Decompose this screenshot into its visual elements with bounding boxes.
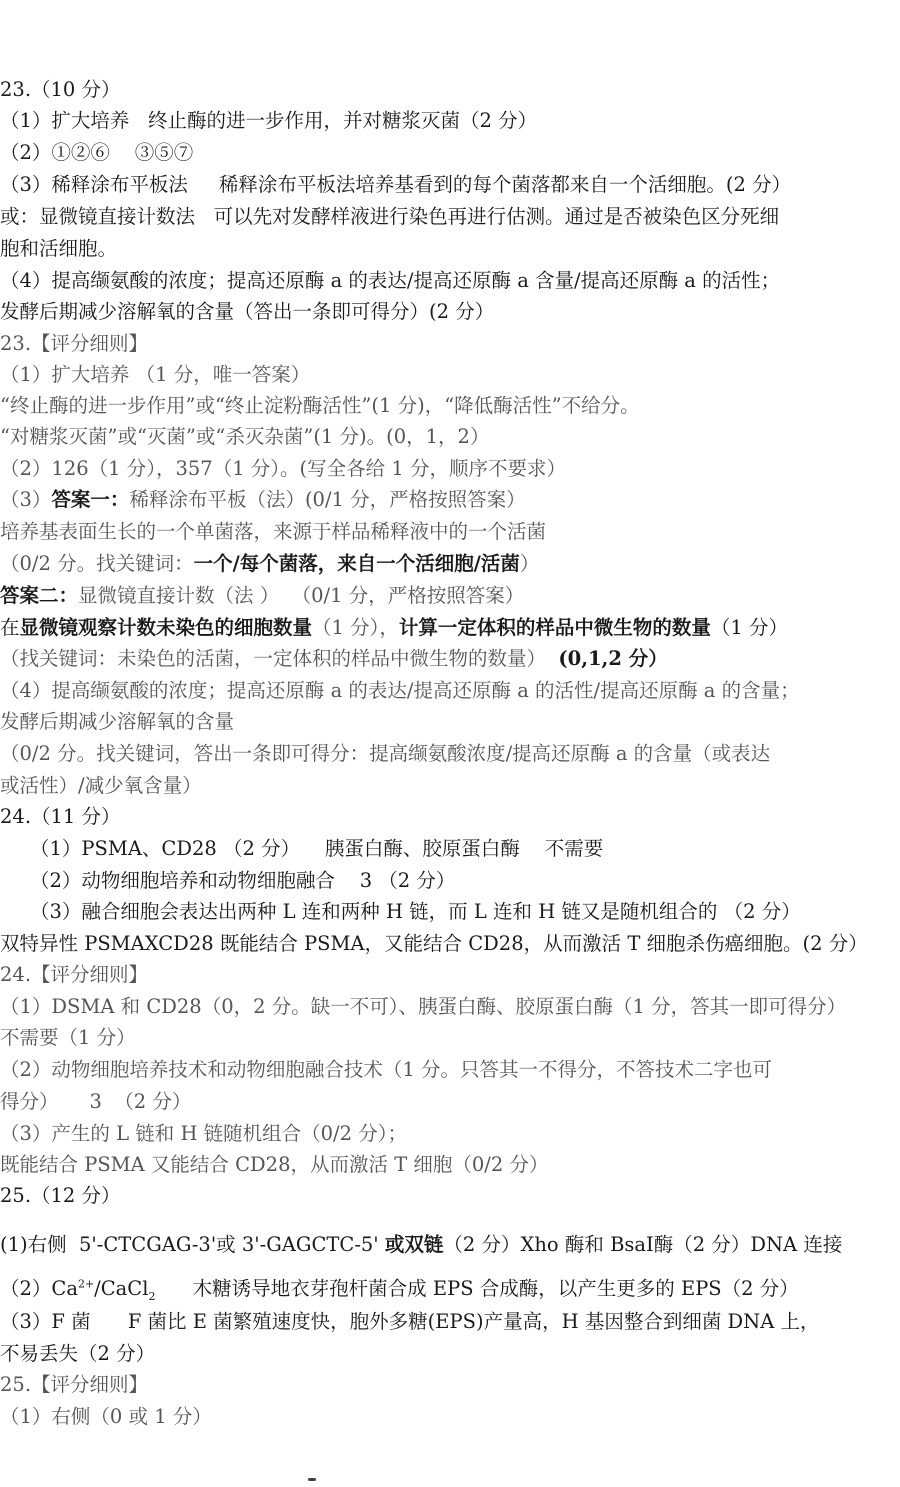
q25-part1-a: (1)右侧 5'-CTCGAG-3'或 3'-GAGCTC-5' — [0, 1233, 385, 1256]
q23-scoring-4d: 或活性）/减少氧含量） — [0, 774, 202, 797]
scoring-3e-b: 显微镜观察计数未染色的细胞数量 — [19, 616, 313, 639]
q23-scoring-3b: 培养基表面生长的一个单菌落，来源于样品稀释液中的一个活菌 — [0, 520, 547, 543]
answer-two-label: 答案二： — [0, 584, 79, 607]
q24-scoring-2: （2）动物细胞培养技术和动物细胞融合技术（1 分。只答其一不得分，不答技术二字也可 — [0, 1058, 773, 1081]
scoring-3e-d: 计算一定体积的样品中微生物的数量 — [398, 616, 711, 639]
scoring-3f-b: (0,1,2 分） — [558, 647, 668, 670]
q23-part1-answer: （1）扩大培养 终止酶的进一步作用，并对糖浆灭菌（2 分） — [0, 109, 538, 132]
q24-scoring-1: （1）DSMA 和 CD28（0，2 分。缺一不可）、胰蛋白酶、胶原蛋白酶（1 分，答其一即可得分） — [0, 995, 847, 1018]
answer-one-label: 答案一： — [51, 488, 130, 511]
q25-part2-sub: 2 — [148, 1289, 156, 1303]
keyword-suffix: ） — [519, 552, 540, 575]
q23-scoring-4c: （0/2 分。找关键词，答出一条即可得分：提高缬氨酸浓度/提高还原酶 a 的含量（或表达 — [0, 742, 771, 765]
q23-part3-answer: （3）稀释涂布平板法 稀释涂布平板法培养基看到的每个菌落都来自一个活细胞。(2 分） — [0, 173, 792, 196]
scoring-3e-a: 在 — [0, 616, 20, 639]
scoring-3e-e: （1 分） — [710, 616, 789, 639]
q23-scoring-3e — [0, 615, 900, 641]
q23-part4-answer-cont: 发酵后期减少溶解氧的含量（答出一条即可得分）(2 分） — [0, 300, 495, 323]
scoring-3e-c: （1 分）， — [312, 616, 399, 639]
q25-part1-answer — [0, 1232, 900, 1258]
q23-scoring-3c — [0, 551, 900, 577]
q24-title: 24.（11 分） — [0, 805, 121, 828]
q25-scoring-title: 25.【评分细则】 — [0, 1373, 149, 1396]
q24-scoring-3: （3）产生的 L 链和 H 链随机组合（0/2 分）； — [0, 1122, 407, 1145]
page-mark — [308, 1478, 316, 1481]
q23-scoring-3f — [0, 646, 900, 672]
q25-title: 25.（12 分） — [0, 1184, 121, 1207]
q25-part1-c: （2 分）Xho 酶和 BsaⅠ酶（2 分）DNA 连接 — [443, 1233, 843, 1256]
q23-scoring-4b: 发酵后期减少溶解氧的含量 — [0, 710, 235, 733]
scoring-3f-a: （找关键词：未染色的活菌，一定体积的样品中微生物的数量） — [0, 647, 559, 670]
q25-part1-bold: 或双链 — [384, 1233, 444, 1256]
keyword-bold: 一个/每个菌落，来自一个活细胞/活菌 — [193, 552, 520, 575]
q23-scoring-2: （2）126（1 分），357（1 分）。(写全各给 1 分，顺序不要求） — [0, 457, 566, 480]
q23-part3-alt-answer: 或：显微镜直接计数法 可以先对发酵样液进行染色再进行估测。通过是否被染色区分死细 — [0, 205, 780, 228]
q23-title: 23.（10 分） — [0, 78, 121, 101]
q25-part2-c: 木糖诱导地衣芽孢杆菌合成 EPS 合成酶，以产生更多的 EPS（2 分） — [155, 1277, 799, 1300]
q24-scoring-1b: 不需要（1 分） — [0, 1026, 136, 1049]
q23-part3-alt-answer-cont: 胞和活细胞。 — [0, 237, 118, 260]
q23-scoring-1c: “对糖浆灭菌”或“灭菌”或“杀灭杂菌”(1 分)。(0，1，2） — [0, 425, 490, 448]
q24-scoring-3b: 既能结合 PSMA 又能结合 CD28，从而激活 T 细胞（0/2 分） — [0, 1153, 549, 1176]
q23-scoring-3d — [0, 583, 900, 609]
q25-part2-answer — [0, 1276, 900, 1302]
q24-part1-answer: （1）PSMA、CD28 （2 分） 胰蛋白酶、胶原蛋白酶 不需要 — [30, 837, 604, 860]
answer-two-text: 显微镜直接计数（法 ） （0/1 分，严格按照答案） — [78, 584, 525, 607]
q23-scoring-4: （4）提高缬氨酸的浓度；提高还原酶 a 的表达/提高还原酶 a 的活性/提高还原酶 a 的含量； — [0, 679, 800, 702]
q24-scoring-title: 24.【评分细则】 — [0, 963, 149, 986]
q25-part2-a: （2）Ca — [0, 1277, 78, 1300]
q23-scoring-3 — [0, 487, 900, 513]
answer-one-text: 稀释涂布平板（法）(0/1 分，严格按照答案） — [129, 488, 526, 511]
q25-part2-sup: 2+ — [77, 1277, 95, 1291]
q23-scoring-1: （1）扩大培养 （1 分，唯一答案） — [0, 363, 311, 386]
scoring-3-prefix: （3） — [0, 488, 52, 511]
q23-part4-answer: （4）提高缬氨酸的浓度；提高还原酶 a 的表达/提高还原酶 a 含量/提高还原酶 a 的活性； — [0, 269, 781, 292]
q23-part2-answer: （2）①②⑥ ③⑤⑦ — [0, 141, 194, 164]
q25-scoring-1: （1）右侧（0 或 1 分） — [0, 1405, 212, 1428]
q23-scoring-title: 23.【评分细则】 — [0, 332, 149, 355]
q25-part3-answer: （3）F 菌 F 菌比 E 菌繁殖速度快，胞外多糖(EPS)产量高，H 基因整合到细菌 DNA 上， — [0, 1310, 820, 1333]
q25-part2-b: /CaCl — [94, 1277, 149, 1300]
keyword-prefix: （0/2 分。找关键词： — [0, 552, 194, 575]
q25-part3-answer-cont: 不易丢失（2 分） — [0, 1342, 156, 1365]
q24-scoring-2b: 得分） 3 （2 分） — [0, 1090, 192, 1113]
q24-part2-answer: （2）动物细胞培养和动物细胞融合 3 （2 分） — [30, 869, 456, 892]
q24-part3-answer-cont: 双特异性 PSMAXCD28 既能结合 PSMA，又能结合 CD28，从而激活 T 细胞杀伤癌细胞。(2 分） — [0, 932, 868, 955]
q23-scoring-1b: “终止酶的进一步作用”或“终止淀粉酶活性”(1 分)，“降低酶活性”不给分。 — [0, 394, 640, 417]
q24-part3-answer: （3）融合细胞会表达出两种 L 连和两种 H 链，而 L 连和 H 链又是随机组合的 （2 分） — [30, 900, 801, 923]
